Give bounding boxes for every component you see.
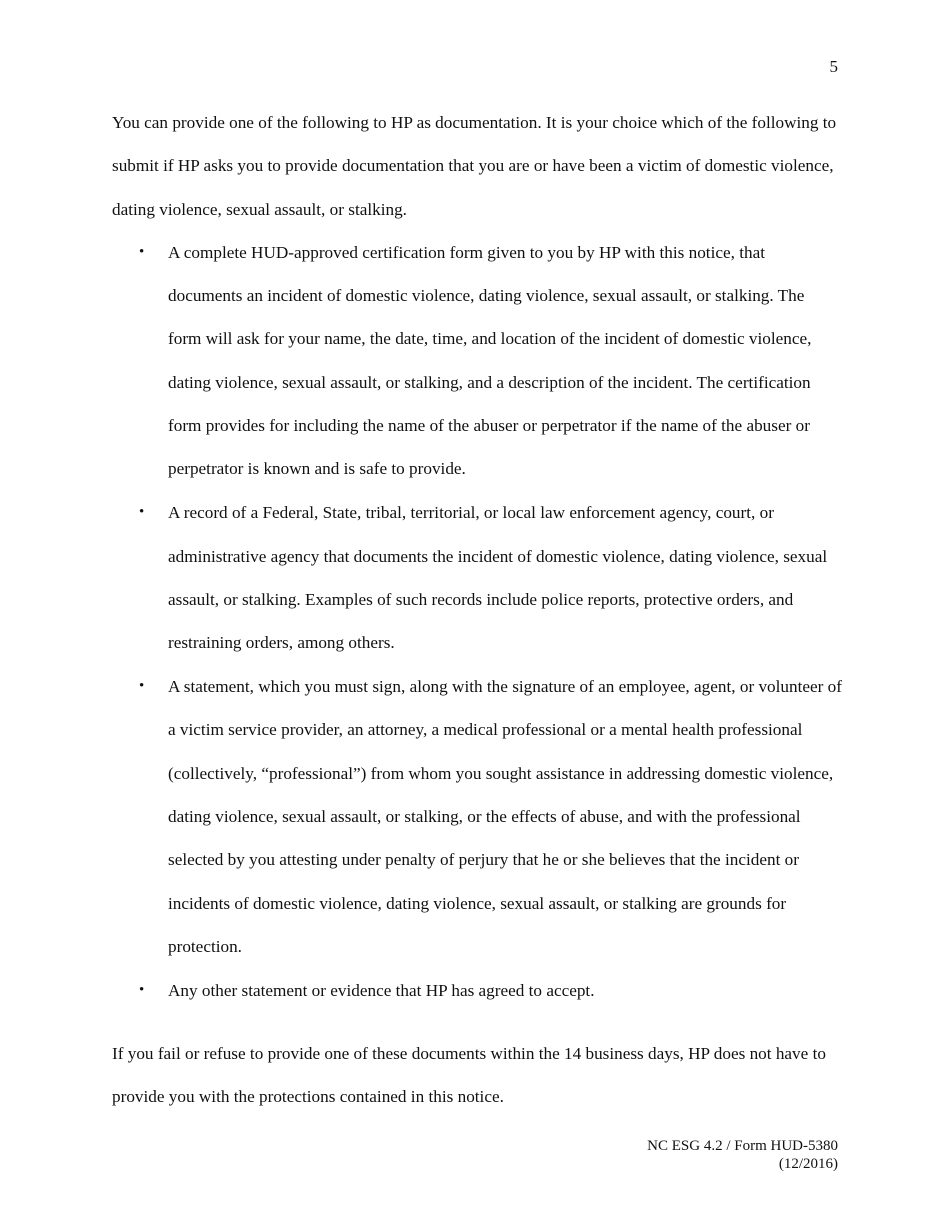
- list-item: [112, 665, 842, 968]
- bullet-icon: •: [139, 504, 145, 521]
- closing-paragraph: If you fail or refuse to provide one of these documents within the 14 business days, HP does not have to provide you with the protections contained in this notice.: [112, 1044, 826, 1107]
- footer-form-id: NC ESG 4.2 / Form HUD-5380: [647, 1138, 838, 1154]
- bullet-icon: •: [139, 243, 145, 260]
- option-agency-record: A record of a Federal, State, tribal, territorial, or local law enforcement agency, court, or administrative agency that documents the incident of domestic violence, dating violence, sexual assault, or stalking. Examples of such records include police reports, protective orders, and restraining orders, among others.: [168, 503, 828, 653]
- documentation-options-list: [112, 231, 842, 1012]
- page-number: 5: [829, 57, 838, 76]
- document-body: [112, 101, 842, 1119]
- bullet-icon: •: [139, 981, 145, 998]
- list-item: [112, 491, 842, 664]
- option-other-evidence: Any other statement or evidence that HP has agreed to accept.: [168, 980, 595, 1000]
- list-item: [112, 969, 842, 1012]
- option-professional-statement: A statement, which you must sign, along with the signature of an employee, agent, or volunteer of a victim service provider, an attorney, a medical professional or a mental health professional (collectively, “professional”) from whom you sought assistance in addressing domestic violence, dating violence, sexual assault, or stalking, or the effects of abuse, and with the professional selected by you attesting under penalty of perjury that he or she believes that the incident or incidents of domestic violence, dating violence, sexual assault, or stalking are grounds for protection.: [168, 677, 842, 956]
- bullet-icon: •: [139, 678, 145, 695]
- list-item: [112, 231, 842, 491]
- option-certification-form: A complete HUD-approved certification form given to you by HP with this notice, that documents an incident of domestic violence, dating violence, sexual assault, or stalking. The form will ask for your name, the date, time, and location of the incident of domestic violence, dating violence, sexual assault, or stalking, and a description of the incident. The certification form provides for including the name of the abuser or perpetrator if the name of the abuser or perpetrator is known and is safe to provide.: [168, 242, 812, 479]
- form-footer: [647, 1137, 838, 1173]
- footer-form-date: (12/2016): [778, 1156, 838, 1172]
- intro-paragraph: You can provide one of the following to HP as documentation. It is your choice which of the following to submit if HP asks you to provide documentation that you are or have been a victim of domestic violence, dating violence, sexual assault, or stalking.: [112, 113, 837, 219]
